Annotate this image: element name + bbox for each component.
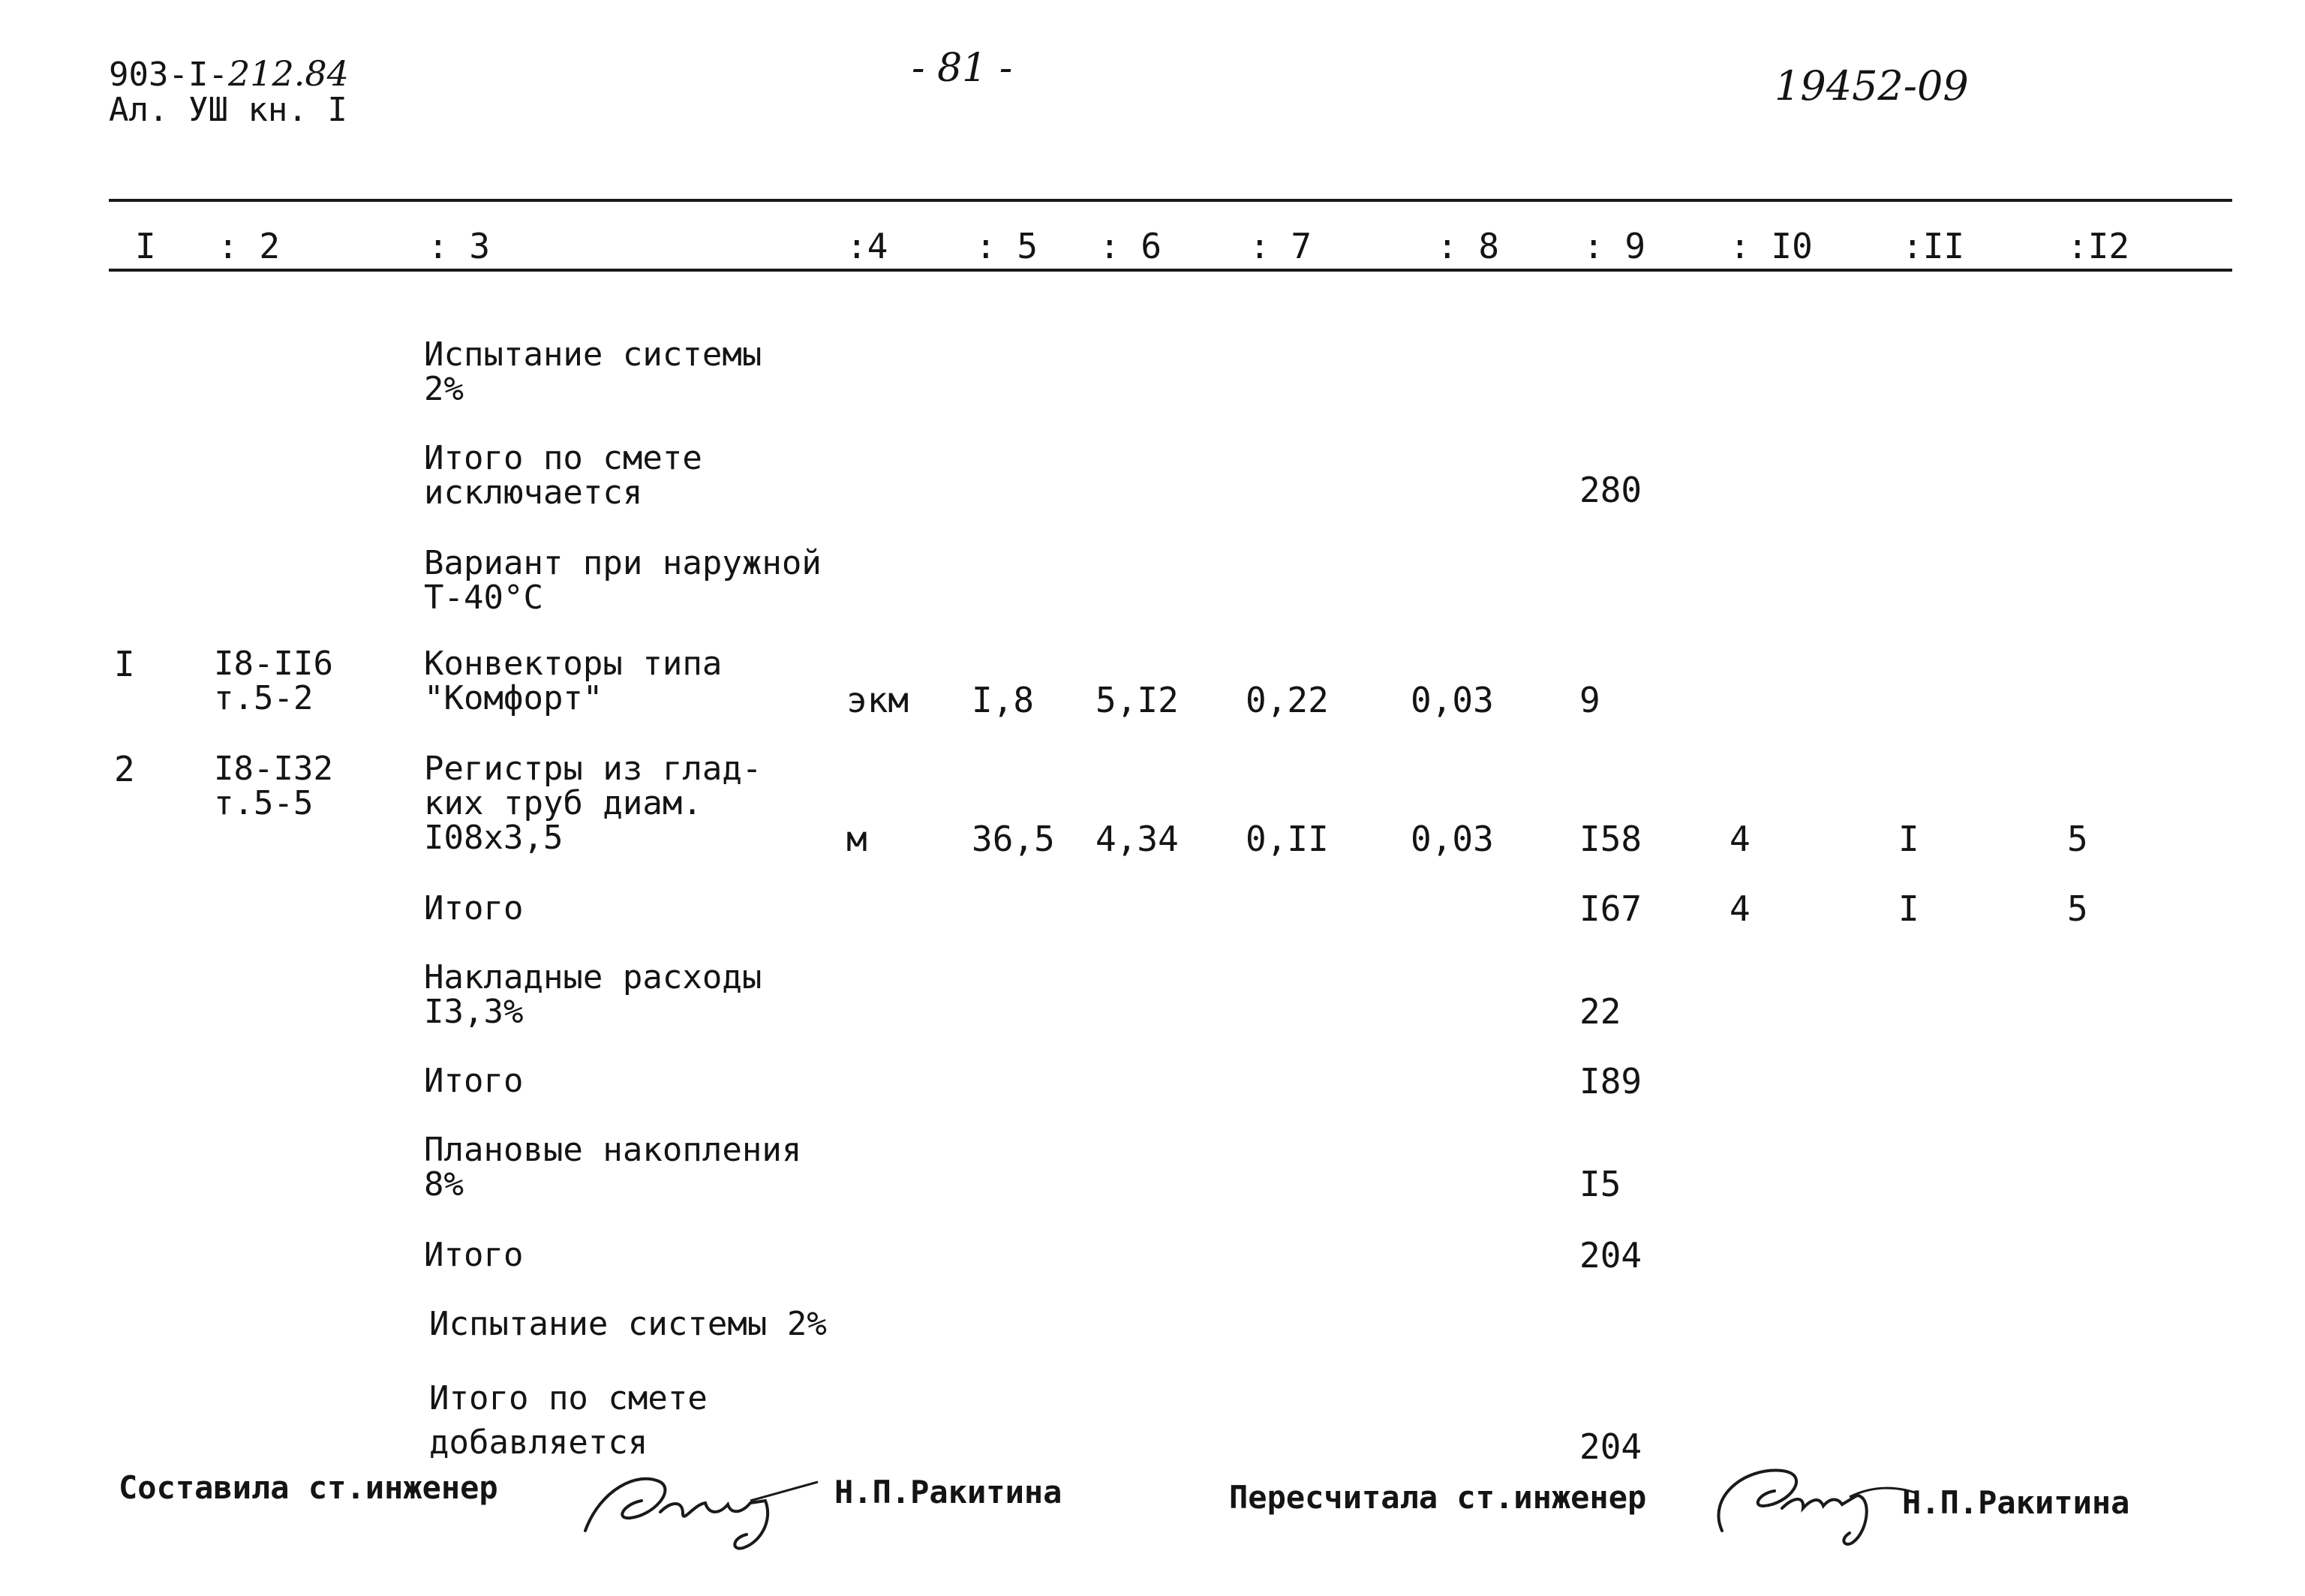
column-9-header: : 9: [1583, 226, 1646, 266]
row-unit-price: 5,I2: [1095, 680, 1179, 720]
row-description: Итого: [424, 1062, 524, 1100]
document-code-printed: 903-I-: [109, 56, 228, 94]
column-7-header: : 7: [1249, 226, 1312, 266]
column-8-header: : 8: [1437, 226, 1500, 266]
checked-by-name: Н.П.Ракитина: [1902, 1484, 2130, 1521]
row-description: Вариант при наружной Т-40°С: [424, 544, 822, 618]
checked-by-label: Пересчитала ст.инженер: [1229, 1479, 1647, 1516]
row-code: I8-I32 т.5-5: [214, 750, 333, 823]
row-col10: 4: [1730, 888, 1751, 929]
row-description: Итого: [424, 889, 524, 927]
row-col11: I: [1898, 819, 1919, 859]
page-number: - 81 -: [912, 46, 1013, 91]
row-total-value: 204: [1579, 1235, 1642, 1276]
header-rule: [109, 269, 2232, 272]
row-description: Испытание системы 2%: [424, 335, 762, 409]
row-total-value: 22: [1579, 991, 1621, 1032]
document-code: [109, 53, 349, 94]
row-total-value: I89: [1579, 1061, 1642, 1102]
column-3-header: : 3: [428, 226, 491, 266]
column-1-header: I: [135, 226, 156, 266]
document-code-handwritten: 212.84: [227, 53, 349, 94]
album-line: Ал. УШ кн. I: [109, 91, 347, 129]
row-description: Итого по смете исключается: [424, 439, 702, 512]
row-description: Итого: [424, 1236, 524, 1274]
row-unit-price: 4,34: [1095, 819, 1179, 859]
registration-number: 19452-09: [1775, 62, 1969, 110]
signature-compiled: [570, 1459, 818, 1564]
column-4-header: :4: [846, 226, 888, 266]
top-rule: [109, 199, 2232, 202]
row-total-value: I5: [1579, 1164, 1621, 1204]
row-number: I: [114, 644, 135, 684]
row-col11: I: [1898, 888, 1919, 929]
row-total-value: 280: [1579, 470, 1642, 510]
row-description: Испытание системы 2%: [429, 1305, 827, 1343]
row-unit: м: [846, 819, 867, 859]
row-col7: 0,II: [1246, 819, 1329, 859]
row-number: 2: [114, 749, 135, 789]
row-col12: 5: [2067, 819, 2088, 859]
compiled-by-name: Н.П.Ракитина: [834, 1474, 1062, 1510]
column-12-header: :I2: [2067, 226, 2130, 266]
row-col7: 0,22: [1246, 680, 1329, 720]
row-description: Накладные расходы I3,3%: [424, 958, 762, 1032]
column-10-header: : I0: [1730, 226, 1813, 266]
row-col8: 0,03: [1411, 819, 1494, 859]
row-quantity: 36,5: [972, 819, 1055, 859]
column-2-header: : 2: [218, 226, 281, 266]
row-quantity: I,8: [972, 680, 1035, 720]
column-5-header: : 5: [975, 226, 1038, 266]
row-total-value: I67: [1579, 888, 1642, 929]
row-col8: 0,03: [1411, 680, 1494, 720]
row-description: Конвекторы типа "Комфорт": [424, 645, 723, 718]
row-col10: 4: [1730, 819, 1751, 859]
column-11-header: :II: [1902, 226, 1965, 266]
row-description: Плановые накопления 8%: [424, 1131, 802, 1204]
row-description: Регистры из глад- ких труб диам. I08х3,5: [424, 750, 762, 858]
column-6-header: : 6: [1099, 226, 1162, 266]
row-description: Итого по смете добавляется: [429, 1379, 708, 1462]
row-col12: 5: [2067, 888, 2088, 929]
compiled-by-label: Составила ст.инженер: [119, 1469, 498, 1506]
row-total-value: 204: [1579, 1426, 1642, 1467]
row-code: I8-II6 т.5-2: [214, 645, 333, 718]
row-total-value: I58: [1579, 819, 1642, 859]
signature-checked: [1699, 1452, 1925, 1557]
row-unit: экм: [846, 680, 909, 720]
row-total-value: 9: [1579, 680, 1600, 720]
